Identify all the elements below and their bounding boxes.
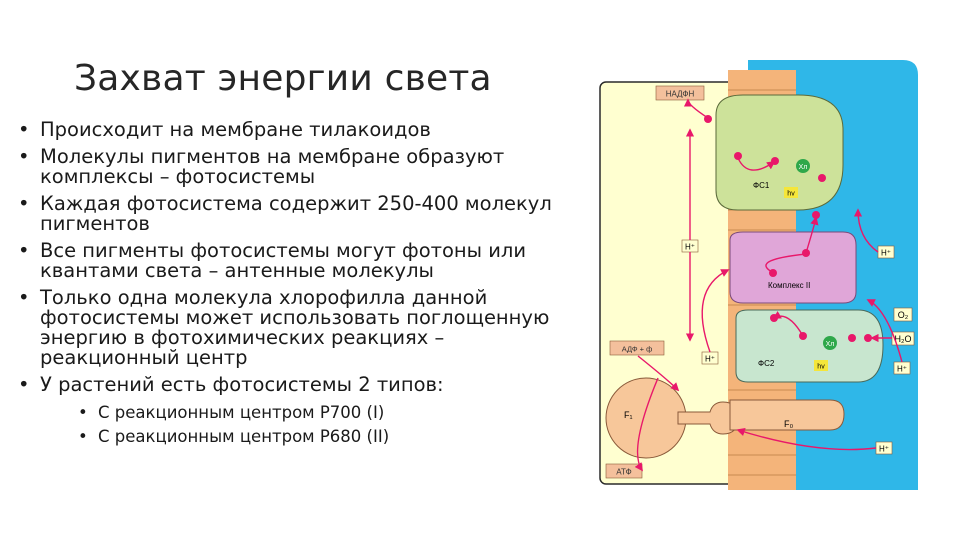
ps2-label: ФС2 [758,359,775,368]
chl2-label: Хл [825,341,835,348]
nadph-label: НАДФН [665,89,695,99]
f1-label: F₁ [624,410,633,420]
chl1-label: Хл [798,164,808,171]
photosystem-2 [736,310,883,382]
h-label-mid: H⁺ [705,354,715,364]
h-label-bottom: H⁺ [879,444,889,454]
slide-title: Захват энергии света [74,58,492,99]
bullet-item: • Происходит на мембране тилакоидов [18,120,578,140]
sub-bullet-list [40,403,578,447]
electron-dot [848,334,856,342]
complex-label: Комплекс II [768,281,811,290]
electron-dot [812,211,820,219]
o2-label: O₂ [897,310,909,320]
h-label-right-mid: H⁺ [897,364,907,374]
bullet-item: • Молекулы пигментов на мембране образуют комплексы – фотосистемы [18,147,578,187]
atp-synthase-f1 [606,378,686,458]
bullet-item [18,375,578,447]
bullet-text: У растений есть фотосистемы 2 типов: [40,373,444,396]
bullet-list [18,120,578,454]
ps1-label: ФС1 [753,181,770,190]
complex-2 [730,232,856,303]
bullet-item: • Только одна молекула хлорофилла данной фотосистемы может использовать поглощенную энергию в фотохимических реакциях – реакционный центр [18,288,578,368]
h-label-left: H⁺ [685,242,695,252]
adp-label: АДФ + ф [621,344,653,354]
thylakoid-diagram [598,60,918,490]
electron-dot [864,334,872,342]
electron-dot [818,174,826,182]
hv1-label: hv [787,190,795,198]
sub-bullet-item: • С реакционным центром Р680 (II) [78,427,578,447]
bullet-item: • Все пигменты фотосистемы могут фотоны или квантами света – антенные молекулы [18,241,578,281]
sub-bullet-item: • С реакционным центром Р700 (I) [78,403,578,423]
hv2-label: hv [817,363,825,371]
photosystem-1 [716,95,843,210]
bullet-item: • Каждая фотосистема содержит 250-400 молекул пигментов [18,194,578,234]
h-label-right-top: H⁺ [881,248,891,258]
f0-label: F₀ [784,419,794,429]
h2o-label: H₂O [894,334,912,344]
atp-label: АТФ [616,467,632,477]
